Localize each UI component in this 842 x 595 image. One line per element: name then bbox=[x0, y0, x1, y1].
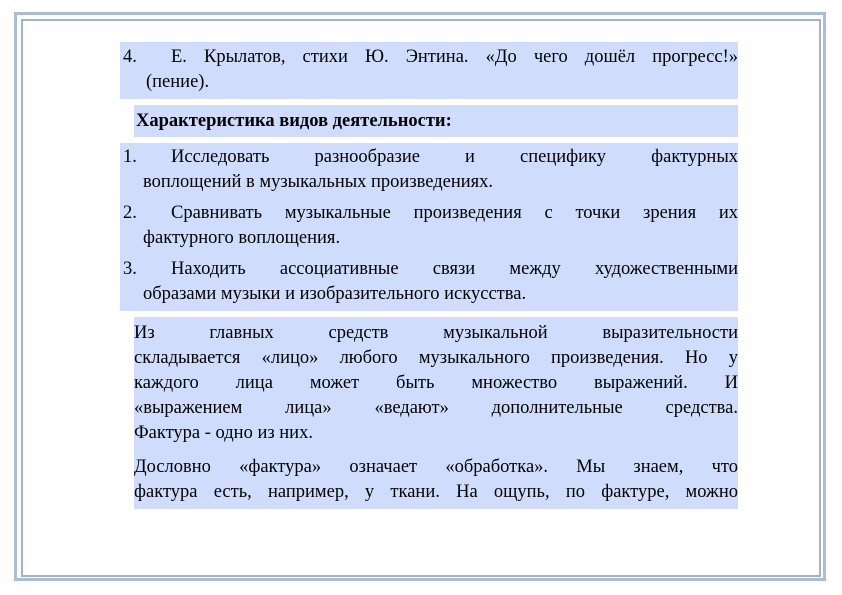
slide-text-block bbox=[120, 42, 738, 509]
activity-item-3 bbox=[123, 257, 738, 307]
activity-number: 3. bbox=[123, 259, 137, 279]
activities-list bbox=[120, 143, 738, 311]
activity-number: 1. bbox=[123, 147, 137, 167]
paragraph-1 bbox=[134, 317, 738, 449]
paragraph-line: «выражением лица» «ведают» дополнительные средства. bbox=[134, 398, 738, 418]
activity-line: фактурного воплощения. bbox=[143, 228, 341, 248]
activity-line: воплощений в музыкальных произведениях. bbox=[143, 172, 494, 192]
activity-item-1 bbox=[123, 145, 738, 195]
paragraph-line: каждого лица может быть множество выражений. И bbox=[134, 373, 738, 393]
paragraph-line: Фактура - одно из них. bbox=[134, 423, 313, 443]
list-item-4 bbox=[120, 42, 738, 99]
activity-line: Исследовать разнообразие и специфику фактурных bbox=[171, 147, 738, 167]
activity-line: образами музыки и изобразительного искусства. bbox=[143, 284, 527, 304]
list-item-number: 4. bbox=[123, 47, 137, 67]
activity-line: Сравнивать музыкальные произведения с точки зрения их bbox=[171, 203, 738, 223]
paragraph-line: Дословно «фактура» означает «обработка». Мы знаем, что bbox=[134, 457, 738, 477]
activity-line: Находить ассоциативные связи между художественными bbox=[171, 259, 738, 279]
activity-item-2 bbox=[123, 201, 738, 251]
paragraph-line: складывается «лицо» любого музыкального произведения. Но у bbox=[134, 348, 738, 368]
paragraph-line: фактура есть, например, у ткани. На ощупь, по фактуре, можно bbox=[134, 482, 738, 502]
activities-heading: Характеристика видов деятельности: bbox=[134, 105, 738, 137]
paragraph-2 bbox=[134, 449, 738, 509]
paragraph-line: Из главных средств музыкальной выразительности bbox=[134, 323, 738, 343]
activity-number: 2. bbox=[123, 203, 137, 223]
list-item-line: Е. Крылатов, стихи Ю. Энтина. «До чего дошёл прогресс!» bbox=[171, 47, 738, 67]
list-item-line: (пение). bbox=[146, 72, 210, 92]
